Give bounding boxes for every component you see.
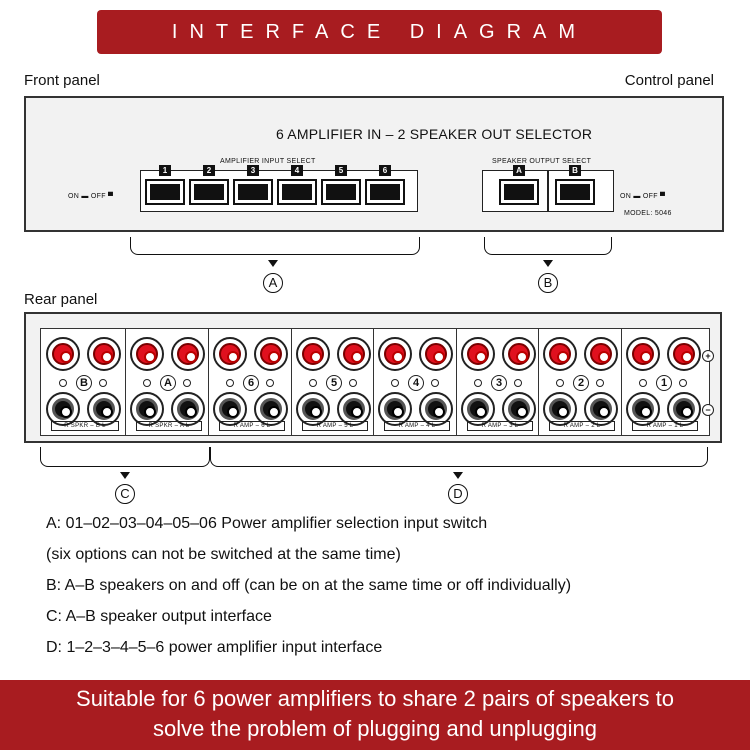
red-terminal[interactable] <box>171 337 205 371</box>
amp-group-2 <box>539 329 622 435</box>
speaker-select-button-a[interactable] <box>499 179 539 205</box>
red-terminal[interactable] <box>296 337 330 371</box>
callout-c: C <box>115 484 135 504</box>
group-mark-1: 1 <box>656 375 672 391</box>
rear-terminal-strip <box>40 328 710 436</box>
indicator-dot <box>226 379 234 387</box>
group-label-4: R AMP – 4 L <box>384 421 450 431</box>
red-terminal[interactable] <box>213 337 247 371</box>
indicator-dot <box>556 379 564 387</box>
group-mark-4: 4 <box>408 375 424 391</box>
front-panel-label: Front panel <box>24 72 100 89</box>
indicator-dot <box>59 379 67 387</box>
callout-b: B <box>538 273 558 293</box>
front-panel <box>24 96 724 232</box>
group-label-5: R AMP – 5 L <box>302 421 368 431</box>
description-c: C: A–B speaker output interface <box>46 608 272 625</box>
speaker-select-group <box>482 166 614 212</box>
indicator-dot <box>143 379 151 387</box>
indicator-dot <box>99 379 107 387</box>
description-a: A: 01–02–03–04–05–06 Power amplifier selection input switch <box>46 515 488 532</box>
arrow-c <box>120 472 130 479</box>
red-terminal[interactable] <box>461 337 495 371</box>
speaker-group-a <box>126 329 209 435</box>
arrow-a <box>268 260 278 267</box>
group-mark-5: 5 <box>326 375 342 391</box>
group-mark-a: A <box>160 375 176 391</box>
amp-select-button-1[interactable] <box>145 179 185 205</box>
indicator-dot <box>309 379 317 387</box>
indicator-dot <box>474 379 482 387</box>
amp-button-number-2: 2 <box>203 165 215 176</box>
speaker-button-letter-a: A <box>513 165 525 176</box>
group-label-1: R AMP – 1 L <box>632 421 698 431</box>
amp-button-number-3: 3 <box>247 165 259 176</box>
indicator-dot <box>183 379 191 387</box>
bracket-c <box>40 447 210 467</box>
red-terminal[interactable] <box>378 337 412 371</box>
arrow-d <box>453 472 463 479</box>
amp-button-number-1: 1 <box>159 165 171 176</box>
group-mark-b: B <box>76 375 92 391</box>
description-b: B: A–B speakers on and off (can be on at the same time or off individually) <box>46 577 572 594</box>
amp-group-1 <box>622 329 709 435</box>
red-terminal[interactable] <box>543 337 577 371</box>
amp-select-group <box>140 166 418 212</box>
amp-select-button-4[interactable] <box>277 179 317 205</box>
minus-polarity-icon: − <box>702 404 714 416</box>
callout-a: A <box>263 273 283 293</box>
group-label-3: R AMP – 3 L <box>467 421 533 431</box>
indicator-dot <box>514 379 522 387</box>
bracket-a <box>130 237 420 255</box>
amp-button-number-4: 4 <box>291 165 303 176</box>
speaker-select-label: SPEAKER OUTPUT SELECT <box>492 158 592 165</box>
indicator-dot <box>431 379 439 387</box>
footer-line-2: solve the problem of plugging and unplugging <box>153 716 597 741</box>
amp-select-button-5[interactable] <box>321 179 361 205</box>
indicator-dot <box>266 379 274 387</box>
front-panel-title: 6 AMPLIFIER IN – 2 SPEAKER OUT SELECTOR <box>276 126 593 142</box>
group-label-6: R AMP – 6 L <box>219 421 285 431</box>
rear-panel-label: Rear panel <box>24 291 98 308</box>
header-banner <box>97 10 662 54</box>
indicator-dot <box>391 379 399 387</box>
callout-d: D <box>448 484 468 504</box>
bracket-b <box>484 237 612 255</box>
speaker-select-button-b[interactable] <box>555 179 595 205</box>
on-off-indicator-left: ON ▬ OFF ▀ <box>68 193 114 200</box>
indicator-dot <box>349 379 357 387</box>
amp-group-5 <box>292 329 374 435</box>
group-label-b: R SPKR – B L <box>51 421 119 431</box>
amp-select-button-3[interactable] <box>233 179 273 205</box>
header-title: INTERFACE DIAGRAM <box>171 20 588 43</box>
amp-button-number-5: 5 <box>335 165 347 176</box>
indicator-dot <box>639 379 647 387</box>
bracket-d <box>210 447 708 467</box>
description-a-note: (six options can not be switched at the same time) <box>46 546 401 563</box>
speaker-divider <box>547 171 549 211</box>
description-d: D: 1–2–3–4–5–6 power amplifier input interface <box>46 639 383 656</box>
amp-button-number-6: 6 <box>379 165 391 176</box>
group-label-a: R SPKR – A L <box>136 421 202 431</box>
on-off-indicator-right: ON ▬ OFF ▀ <box>620 193 666 200</box>
speaker-button-letter-b: B <box>569 165 581 176</box>
plus-polarity-icon: + <box>702 350 714 362</box>
red-terminal[interactable] <box>419 337 453 371</box>
red-terminal[interactable] <box>87 337 121 371</box>
footer-line-1: Suitable for 6 power amplifiers to share 2 pairs of speakers to <box>76 686 674 711</box>
red-terminal[interactable] <box>584 337 618 371</box>
amp-group-6 <box>209 329 292 435</box>
amp-group-4 <box>374 329 457 435</box>
indicator-dot <box>596 379 604 387</box>
amp-select-button-2[interactable] <box>189 179 229 205</box>
rear-panel <box>24 312 722 443</box>
speaker-group-b <box>41 329 126 435</box>
red-terminal[interactable] <box>130 337 164 371</box>
group-mark-2: 2 <box>573 375 589 391</box>
amp-group-3 <box>457 329 539 435</box>
model-label: MODEL: 5046 <box>624 210 672 217</box>
footer-banner <box>0 680 750 750</box>
amp-select-label: AMPLIFIER INPUT SELECT <box>220 158 316 165</box>
indicator-dot <box>679 379 687 387</box>
red-terminal[interactable] <box>667 337 701 371</box>
group-label-2: R AMP – 2 L <box>549 421 615 431</box>
red-terminal[interactable] <box>502 337 536 371</box>
amp-select-button-6[interactable] <box>365 179 405 205</box>
red-terminal[interactable] <box>46 337 80 371</box>
group-mark-6: 6 <box>243 375 259 391</box>
group-mark-3: 3 <box>491 375 507 391</box>
red-terminal[interactable] <box>626 337 660 371</box>
arrow-b <box>543 260 553 267</box>
red-terminal[interactable] <box>337 337 371 371</box>
control-panel-label: Control panel <box>624 72 714 89</box>
red-terminal[interactable] <box>254 337 288 371</box>
